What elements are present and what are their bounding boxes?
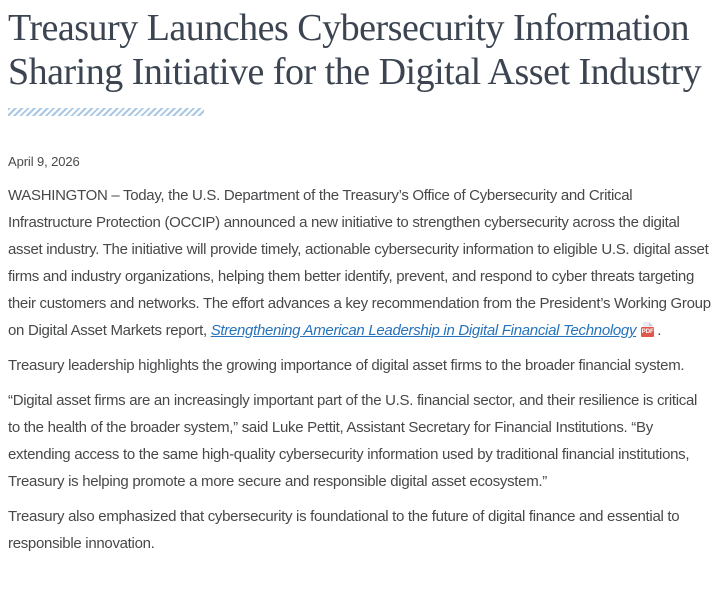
pdf-badge-label: PDF [641,329,654,335]
pdf-fold-corner [649,322,653,326]
decorative-striped-divider [8,108,204,116]
publish-date: April 9, 2026 [8,154,80,169]
pdf-file-icon[interactable] [641,322,654,338]
paragraph-intro-period: . [657,322,662,339]
paragraph-closing: Treasury also emphasized that cybersecurity is foundational to the future of digital finance and essential to responsible innovation. [8,508,680,552]
page-title: Treasury Launches Cybersecurity Information Sharing Initiative for the Digital Asset Industry [8,7,702,93]
report-link[interactable]: Strengthening American Leadership in Digital Financial Technology [210,322,637,339]
paragraph-intro-text: WASHINGTON – Today, the U.S. Department of the Treasury’s Office of Cybersecurity and Critical Infrastructure Protection (OCCIP) announced a new initiative to strengthen cybersecurity across the digital asset industry. The initiative will provide timely, actionable cybersecurity information to eligible U.S. digital asset firms and industry organizations, helping them better identify, prevent, and respond to cyber threats targeting their customers and networks. The effort advances a key recommendation from the President’s Working Group on Digital Asset Markets report, [8,187,711,339]
paragraph-intro [8,182,711,344]
paragraph-leadership: Treasury leadership highlights the growing importance of digital asset firms to the broader financial system. [8,357,685,374]
paragraph-quote: “Digital asset firms are an increasingly important part of the U.S. financial sector, and their resilience is critical to the health of the broader system,” said Luke Pettit, Assistant Secretary for Financial Institutions. “By extending access to the same high-quality cybersecurity information used by traditional financial institutions, Treasury is helping promote a more secure and responsible digital asset ecosystem.” [8,392,698,490]
